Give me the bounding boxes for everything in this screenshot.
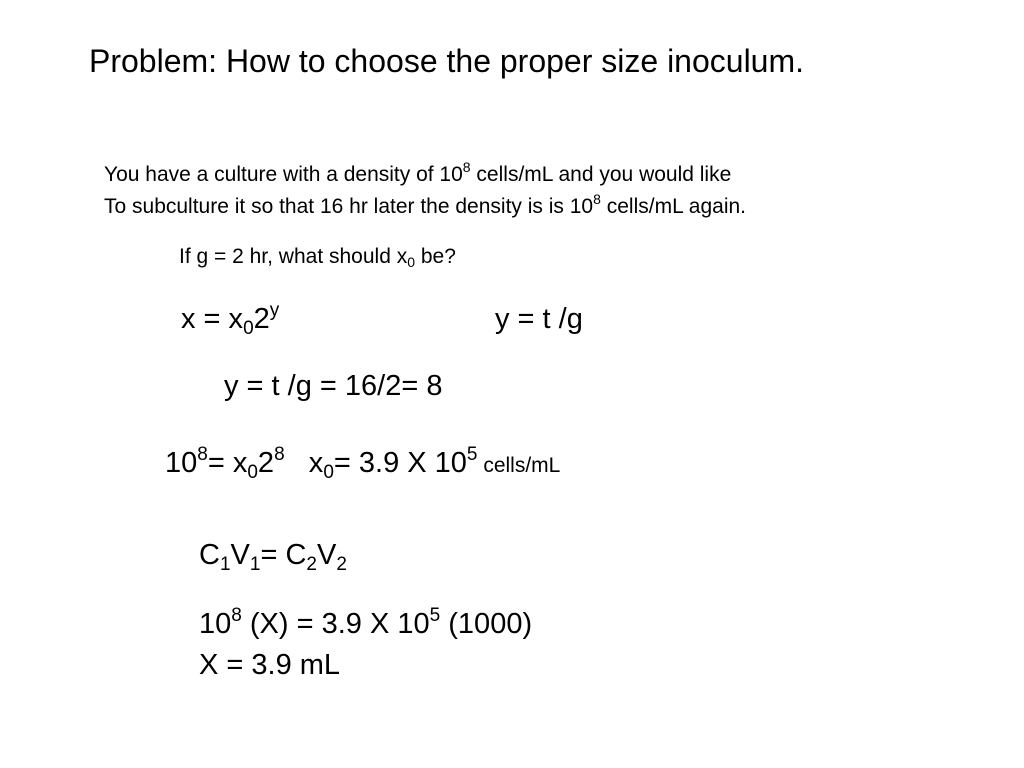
subscript: 1: [249, 554, 261, 575]
question-text: be?: [415, 245, 456, 268]
subscript: 2: [306, 554, 317, 575]
eq-text: = C: [260, 539, 307, 571]
volume-calculation: [199, 605, 533, 640]
growth-equation: [181, 300, 280, 339]
question: [179, 245, 456, 270]
eq-text: x: [284, 447, 324, 479]
problem-statement-line-2: [104, 191, 747, 218]
eq-text: (1000): [440, 608, 533, 640]
exponent: 8: [593, 191, 601, 207]
intro-text: cells/mL and you would like: [470, 163, 732, 186]
initial-density-equation: [165, 444, 561, 483]
subscript: 0: [407, 254, 416, 270]
volume-result: X = 3.9 mL: [199, 649, 341, 681]
dilution-equation: [199, 539, 347, 575]
subscript: 0: [323, 462, 334, 483]
intro-text: You have a culture with a density of 10: [104, 163, 463, 186]
unit-label: cells/mL: [477, 454, 561, 477]
exponent: 5: [429, 605, 441, 626]
eq-text: C: [199, 539, 220, 571]
generations-value: y = t /g = 16/2= 8: [224, 370, 443, 402]
slide-title: Problem: How to choose the proper size inoculum.: [89, 43, 805, 79]
problem-statement-line-1: [104, 159, 732, 186]
question-text: If g = 2 hr, what should x: [179, 245, 408, 268]
subscript: 2: [336, 554, 347, 575]
eq-text: V: [316, 539, 337, 571]
intro-text: cells/mL again.: [600, 195, 747, 218]
generations-equation: y = t /g: [495, 303, 583, 335]
exponent: y: [269, 300, 280, 321]
eq-text: 10: [199, 608, 232, 640]
subscript: 0: [243, 318, 254, 339]
eq-text: = x: [207, 447, 248, 479]
eq-text: = 3.9 X 10: [333, 447, 467, 479]
subscript: 0: [247, 462, 258, 483]
eq-text: (X) = 3.9 X 10: [241, 608, 430, 640]
eq-text: x = x: [181, 303, 244, 335]
exponent: 8: [231, 605, 242, 626]
eq-text: V: [230, 539, 250, 571]
eq-text: 2: [253, 303, 270, 335]
exponent: 5: [466, 444, 478, 465]
eq-text: 2: [257, 447, 275, 479]
eq-text: 10: [165, 447, 198, 479]
subscript: 1: [219, 554, 231, 575]
exponent: 8: [197, 444, 208, 465]
exponent: 8: [274, 444, 285, 465]
intro-text: To subculture it so that 16 hr later the density is is 10: [104, 195, 594, 218]
exponent: 8: [462, 159, 471, 175]
